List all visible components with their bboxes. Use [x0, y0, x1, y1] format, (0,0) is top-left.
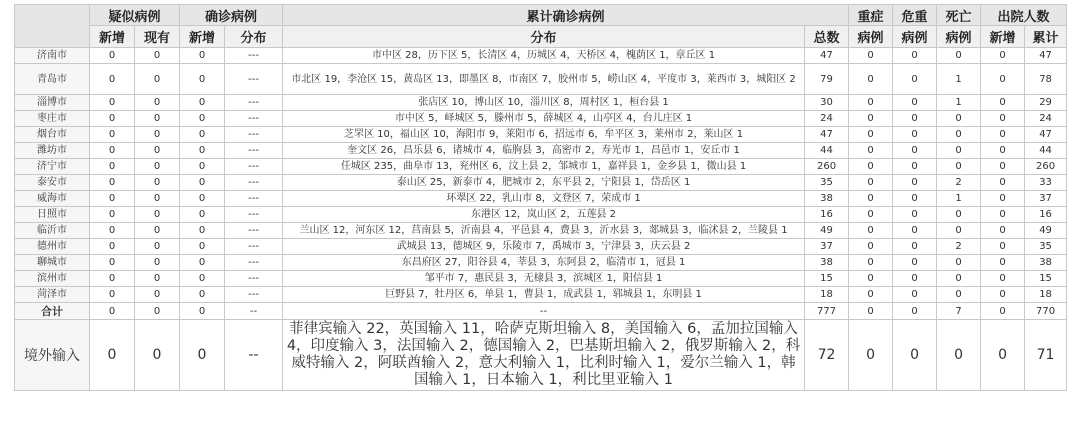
cumulative-distribution: --: [283, 303, 805, 320]
discharged-total: 260: [1025, 159, 1067, 175]
confirmed-new: 0: [180, 303, 225, 320]
critical-cases: 0: [893, 191, 937, 207]
suspected-new: 0: [90, 191, 135, 207]
confirmed-distribution: ---: [225, 255, 283, 271]
death-cases: 0: [937, 48, 981, 64]
confirmed-distribution: ---: [225, 64, 283, 95]
discharged-new: 0: [981, 111, 1025, 127]
header-death-cases: 病例: [937, 26, 981, 48]
cumulative-total: 777: [805, 303, 849, 320]
confirmed-distribution: ---: [225, 223, 283, 239]
cumulative-distribution: 市中区 5，峄城区 5，滕州市 5，薛城区 4，山亭区 4，台儿庄区 1: [283, 111, 805, 127]
severe-cases: 0: [849, 320, 893, 391]
cumulative-total: 44: [805, 143, 849, 159]
death-cases: 0: [937, 255, 981, 271]
table-row: [15, 159, 1067, 175]
cumulative-total: 18: [805, 287, 849, 303]
header-suspected-new: 新增: [90, 26, 135, 48]
suspected-new: 0: [90, 64, 135, 95]
confirmed-new: 0: [180, 271, 225, 287]
confirmed-new: 0: [180, 127, 225, 143]
discharged-total: 33: [1025, 175, 1067, 191]
header-confirmed-distribution: 分布: [225, 26, 283, 48]
cumulative-total: 37: [805, 239, 849, 255]
suspected-current: 0: [135, 239, 180, 255]
header-critical-cases: 病例: [893, 26, 937, 48]
city-name: 青岛市: [15, 64, 90, 95]
suspected-new: 0: [90, 143, 135, 159]
death-cases: 0: [937, 143, 981, 159]
cumulative-distribution: 市北区 19，李沧区 15，黄岛区 13，即墨区 8，市南区 7，胶州市 5，崂山区 4，平度市 3，莱西市 3，城阳区 2: [283, 64, 805, 95]
discharged-new: 0: [981, 303, 1025, 320]
table-row: [15, 191, 1067, 207]
table-row: [15, 255, 1067, 271]
table-row: [15, 287, 1067, 303]
confirmed-new: 0: [180, 64, 225, 95]
cumulative-distribution: 东昌府区 27，阳谷县 4，莘县 3，东阿县 2，临清市 1，冠县 1: [283, 255, 805, 271]
header-discharged: 出院人数: [981, 5, 1067, 26]
table-row: [15, 223, 1067, 239]
discharged-new: 0: [981, 127, 1025, 143]
death-cases: 0: [937, 287, 981, 303]
suspected-new: 0: [90, 159, 135, 175]
city-name: 德州市: [15, 239, 90, 255]
death-cases: 0: [937, 320, 981, 391]
confirmed-new: 0: [180, 320, 225, 391]
suspected-current: 0: [135, 223, 180, 239]
city-name: 济南市: [15, 48, 90, 64]
city-name: 滨州市: [15, 271, 90, 287]
confirmed-new: 0: [180, 287, 225, 303]
discharged-total: 47: [1025, 127, 1067, 143]
cumulative-distribution: 武城县 13，德城区 9，乐陵市 7，禹城市 3，宁津县 3，庆云县 2: [283, 239, 805, 255]
confirmed-new: 0: [180, 159, 225, 175]
critical-cases: 0: [893, 159, 937, 175]
discharged-new: 0: [981, 223, 1025, 239]
city-name: 威海市: [15, 191, 90, 207]
cumulative-distribution: 邹平市 7，惠民县 3，无棣县 3，滨城区 1，阳信县 1: [283, 271, 805, 287]
discharged-total: 16: [1025, 207, 1067, 223]
cumulative-total: 38: [805, 191, 849, 207]
suspected-new: 0: [90, 255, 135, 271]
city-name: 泰安市: [15, 175, 90, 191]
death-cases: 7: [937, 303, 981, 320]
confirmed-new: 0: [180, 48, 225, 64]
confirmed-distribution: ---: [225, 191, 283, 207]
suspected-current: 0: [135, 191, 180, 207]
city-name: 菏泽市: [15, 287, 90, 303]
header-discharged-total: 累计: [1025, 26, 1067, 48]
total-label: 合计: [15, 303, 90, 320]
table-row: [15, 271, 1067, 287]
severe-cases: 0: [849, 64, 893, 95]
table-row: [15, 175, 1067, 191]
confirmed-new: 0: [180, 207, 225, 223]
table-row: [15, 239, 1067, 255]
suspected-new: 0: [90, 223, 135, 239]
discharged-total: 44: [1025, 143, 1067, 159]
header-severe-cases: 病例: [849, 26, 893, 48]
header-city: [15, 5, 90, 48]
header-confirmed-new: 新增: [180, 26, 225, 48]
suspected-new: 0: [90, 48, 135, 64]
critical-cases: 0: [893, 95, 937, 111]
critical-cases: 0: [893, 239, 937, 255]
cumulative-distribution: 泰山区 25，新泰市 4，肥城市 2，东平县 2，宁阳县 1，岱岳区 1: [283, 175, 805, 191]
suspected-current: 0: [135, 127, 180, 143]
critical-cases: 0: [893, 207, 937, 223]
header-severe: 重症: [849, 5, 893, 26]
city-name: 淄博市: [15, 95, 90, 111]
discharged-new: 0: [981, 159, 1025, 175]
discharged-new: 0: [981, 175, 1025, 191]
suspected-current: 0: [135, 287, 180, 303]
discharged-new: 0: [981, 95, 1025, 111]
death-cases: 0: [937, 111, 981, 127]
severe-cases: 0: [849, 95, 893, 111]
discharged-new: 0: [981, 143, 1025, 159]
city-name: 济宁市: [15, 159, 90, 175]
header-suspected: 疑似病例: [90, 5, 180, 26]
suspected-current: 0: [135, 255, 180, 271]
discharged-total: 24: [1025, 111, 1067, 127]
suspected-new: 0: [90, 127, 135, 143]
discharged-new: 0: [981, 48, 1025, 64]
discharged-total: 18: [1025, 287, 1067, 303]
city-name: 临沂市: [15, 223, 90, 239]
confirmed-new: 0: [180, 95, 225, 111]
discharged-total: 38: [1025, 255, 1067, 271]
confirmed-distribution: --: [225, 320, 283, 391]
cumulative-total: 35: [805, 175, 849, 191]
suspected-new: 0: [90, 320, 135, 391]
confirmed-distribution: ---: [225, 239, 283, 255]
death-cases: 1: [937, 95, 981, 111]
death-cases: 0: [937, 223, 981, 239]
severe-cases: 0: [849, 303, 893, 320]
suspected-current: 0: [135, 143, 180, 159]
cumulative-distribution: 任城区 235，曲阜市 13，兖州区 6，汶上县 2，邹城市 1，嘉祥县 1，金乡县 1，微山县 1: [283, 159, 805, 175]
cumulative-distribution: 芝罘区 10，福山区 10，海阳市 9，莱阳市 6，招远市 6，牟平区 3，莱州市 2，莱山区 1: [283, 127, 805, 143]
header-row-2: [15, 26, 1067, 48]
severe-cases: 0: [849, 255, 893, 271]
suspected-new: 0: [90, 287, 135, 303]
critical-cases: 0: [893, 175, 937, 191]
cumulative-total: 49: [805, 223, 849, 239]
cumulative-distribution: 东港区 12，岚山区 2，五莲县 2: [283, 207, 805, 223]
header-confirmed: 确诊病例: [180, 5, 283, 26]
suspected-current: 0: [135, 111, 180, 127]
confirmed-distribution: ---: [225, 48, 283, 64]
confirmed-new: 0: [180, 239, 225, 255]
discharged-total: 35: [1025, 239, 1067, 255]
cumulative-distribution: 奎文区 26，昌乐县 6，诸城市 4，临朐县 3，高密市 2，寿光市 1，昌邑市 1，安丘市 1: [283, 143, 805, 159]
death-cases: 2: [937, 239, 981, 255]
discharged-new: 0: [981, 207, 1025, 223]
severe-cases: 0: [849, 223, 893, 239]
cumulative-total: 24: [805, 111, 849, 127]
header-row-1: [15, 5, 1067, 26]
suspected-current: 0: [135, 271, 180, 287]
severe-cases: 0: [849, 127, 893, 143]
cumulative-distribution: 菲律宾输入 22，英国输入 11，哈萨克斯坦输入 8，美国输入 6，孟加拉国输入 4，印度输入 3，法国输入 2，德国输入 2，巴基斯坦输入 2，俄罗斯输入 2，科威特输入 2，阿联酋输入 2，意大利输入 1，比利时输入 1，爱尔兰输入 1，韩国输入 1，日本输入 1，利比里亚输入 1: [283, 320, 805, 391]
stats-table: [14, 4, 1067, 391]
suspected-new: 0: [90, 95, 135, 111]
death-cases: 1: [937, 64, 981, 95]
suspected-current: 0: [135, 159, 180, 175]
cumulative-distribution: 兰山区 12，河东区 12，莒南县 5，沂南县 4，平邑县 4，费县 3，沂水县 3，郯城县 3，临沭县 2，兰陵县 1: [283, 223, 805, 239]
discharged-new: 0: [981, 271, 1025, 287]
cumulative-total: 30: [805, 95, 849, 111]
suspected-new: 0: [90, 303, 135, 320]
severe-cases: 0: [849, 287, 893, 303]
critical-cases: 0: [893, 303, 937, 320]
discharged-total: 770: [1025, 303, 1067, 320]
table-row: [15, 207, 1067, 223]
death-cases: 2: [937, 175, 981, 191]
critical-cases: 0: [893, 255, 937, 271]
discharged-total: 29: [1025, 95, 1067, 111]
confirmed-distribution: ---: [225, 271, 283, 287]
cumulative-distribution: 市中区 28，历下区 5，长清区 4，历城区 4，天桥区 4，槐荫区 1，章丘区 1: [283, 48, 805, 64]
suspected-current: 0: [135, 303, 180, 320]
cumulative-total: 72: [805, 320, 849, 391]
header-cumulative: 累计确诊病例: [283, 5, 849, 26]
suspected-current: 0: [135, 48, 180, 64]
critical-cases: 0: [893, 271, 937, 287]
confirmed-distribution: ---: [225, 287, 283, 303]
header-suspected-current: 现有: [135, 26, 180, 48]
suspected-current: 0: [135, 207, 180, 223]
confirmed-new: 0: [180, 191, 225, 207]
critical-cases: 0: [893, 127, 937, 143]
confirmed-new: 0: [180, 223, 225, 239]
severe-cases: 0: [849, 271, 893, 287]
discharged-new: 0: [981, 239, 1025, 255]
death-cases: 0: [937, 127, 981, 143]
confirmed-distribution: ---: [225, 207, 283, 223]
suspected-new: 0: [90, 175, 135, 191]
cumulative-total: 79: [805, 64, 849, 95]
cumulative-distribution: 张店区 10，博山区 10，淄川区 8，周村区 1，桓台县 1: [283, 95, 805, 111]
header-death: 死亡: [937, 5, 981, 26]
header-cumulative-total: 总数: [805, 26, 849, 48]
confirmed-new: 0: [180, 111, 225, 127]
severe-cases: 0: [849, 111, 893, 127]
discharged-total: 78: [1025, 64, 1067, 95]
city-name: 潍坊市: [15, 143, 90, 159]
suspected-new: 0: [90, 111, 135, 127]
severe-cases: 0: [849, 239, 893, 255]
severe-cases: 0: [849, 175, 893, 191]
confirmed-distribution: ---: [225, 127, 283, 143]
cumulative-total: 47: [805, 48, 849, 64]
severe-cases: 0: [849, 143, 893, 159]
city-name: 聊城市: [15, 255, 90, 271]
suspected-current: 0: [135, 175, 180, 191]
critical-cases: 0: [893, 48, 937, 64]
discharged-total: 15: [1025, 271, 1067, 287]
table-row: [15, 143, 1067, 159]
overseas-label: 境外输入: [15, 320, 90, 391]
header-critical: 危重: [893, 5, 937, 26]
suspected-new: 0: [90, 271, 135, 287]
suspected-current: 0: [135, 64, 180, 95]
discharged-total: 37: [1025, 191, 1067, 207]
death-cases: 0: [937, 271, 981, 287]
discharged-total: 49: [1025, 223, 1067, 239]
header-cumulative-distribution: 分布: [283, 26, 805, 48]
critical-cases: 0: [893, 320, 937, 391]
city-name: 枣庄市: [15, 111, 90, 127]
death-cases: 1: [937, 191, 981, 207]
confirmed-new: 0: [180, 175, 225, 191]
discharged-new: 0: [981, 287, 1025, 303]
confirmed-distribution: ---: [225, 95, 283, 111]
cumulative-distribution: 巨野县 7，牡丹区 6，单县 1，曹县 1，成武县 1，郓城县 1，东明县 1: [283, 287, 805, 303]
severe-cases: 0: [849, 207, 893, 223]
header-discharged-new: 新增: [981, 26, 1025, 48]
suspected-current: 0: [135, 320, 180, 391]
severe-cases: 0: [849, 159, 893, 175]
city-name: 烟台市: [15, 127, 90, 143]
confirmed-distribution: --: [225, 303, 283, 320]
critical-cases: 0: [893, 287, 937, 303]
cumulative-total: 260: [805, 159, 849, 175]
confirmed-new: 0: [180, 143, 225, 159]
cumulative-total: 38: [805, 255, 849, 271]
critical-cases: 0: [893, 111, 937, 127]
critical-cases: 0: [893, 64, 937, 95]
confirmed-distribution: ---: [225, 159, 283, 175]
suspected-new: 0: [90, 239, 135, 255]
table-row: [15, 64, 1067, 95]
overseas-row: [15, 320, 1067, 391]
discharged-new: 0: [981, 255, 1025, 271]
death-cases: 0: [937, 207, 981, 223]
table-row: [15, 95, 1067, 111]
discharged-total: 71: [1025, 320, 1067, 391]
city-name: 日照市: [15, 207, 90, 223]
confirmed-distribution: ---: [225, 175, 283, 191]
discharged-new: 0: [981, 191, 1025, 207]
discharged-new: 0: [981, 64, 1025, 95]
critical-cases: 0: [893, 143, 937, 159]
table-row: [15, 48, 1067, 64]
table-row: [15, 111, 1067, 127]
cumulative-total: 15: [805, 271, 849, 287]
total-row: [15, 303, 1067, 320]
cumulative-total: 16: [805, 207, 849, 223]
discharged-total: 47: [1025, 48, 1067, 64]
discharged-new: 0: [981, 320, 1025, 391]
critical-cases: 0: [893, 223, 937, 239]
cumulative-total: 47: [805, 127, 849, 143]
cumulative-distribution: 环翠区 22，乳山市 8，文登区 7，荣成市 1: [283, 191, 805, 207]
confirmed-distribution: ---: [225, 111, 283, 127]
severe-cases: 0: [849, 48, 893, 64]
suspected-new: 0: [90, 207, 135, 223]
confirmed-new: 0: [180, 255, 225, 271]
suspected-current: 0: [135, 95, 180, 111]
death-cases: 0: [937, 159, 981, 175]
table-row: [15, 127, 1067, 143]
confirmed-distribution: ---: [225, 143, 283, 159]
severe-cases: 0: [849, 191, 893, 207]
